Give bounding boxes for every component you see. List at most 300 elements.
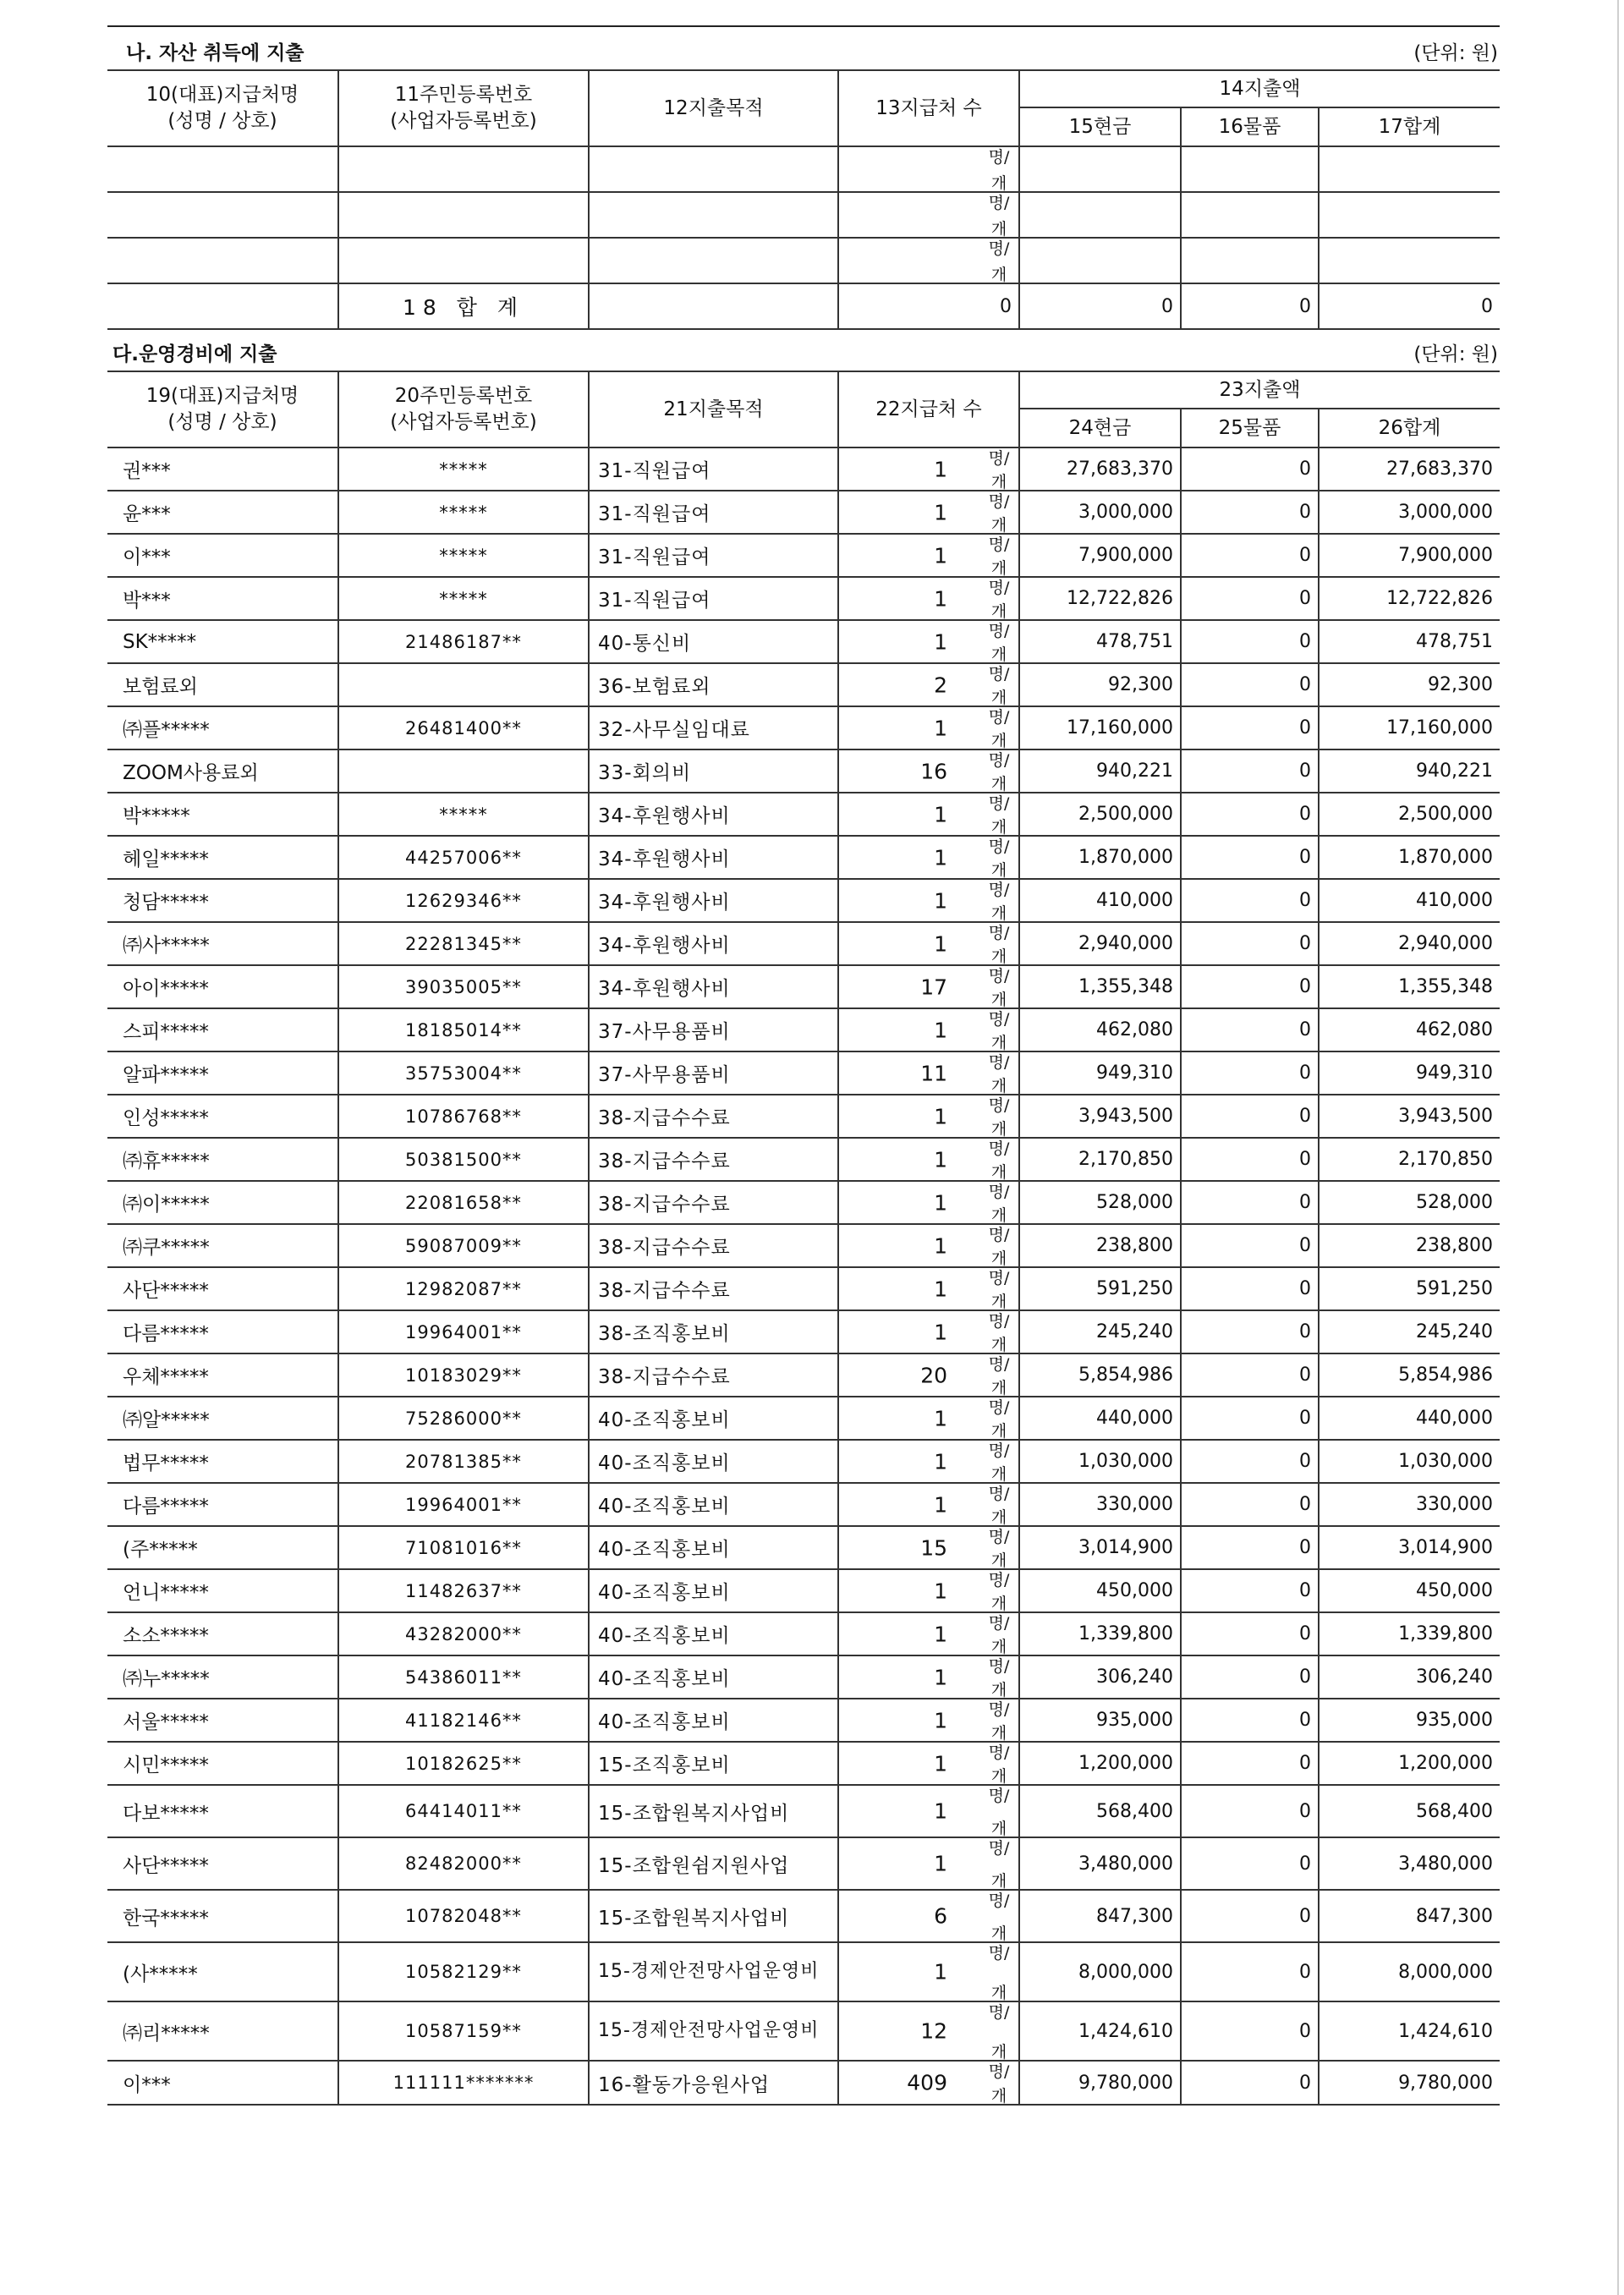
table-row <box>107 1742 1500 1785</box>
payee-count-cell <box>838 663 1019 706</box>
sum-amount: 238,800 <box>1319 1224 1500 1267</box>
unit-label: 명/ <box>988 924 1010 942</box>
payee-count-cell <box>838 922 1019 965</box>
sum-amount: 9,780,000 <box>1319 2061 1500 2105</box>
sum-amount: 2,170,850 <box>1319 1138 1500 1181</box>
registration-number: 10782048** <box>338 1890 589 1942</box>
sum-amount: 478,751 <box>1319 620 1500 663</box>
unit-label: 명/ <box>988 1787 1010 1805</box>
expense-purpose: 15-조직홍보비 <box>589 1742 838 1785</box>
unit-label: 명/ <box>988 2062 1010 2081</box>
table-row <box>107 447 1500 491</box>
payee-count-cell <box>838 1483 1019 1526</box>
registration-number: 22081658** <box>338 1181 589 1224</box>
section-asset-unit: (단위: 원) <box>1413 42 1498 64</box>
goods-amount: 0 <box>1181 620 1319 663</box>
payee-count: 1 <box>934 1492 947 1517</box>
cash-amount: 462,080 <box>1019 1008 1181 1051</box>
unit-label: 개 <box>990 861 1007 879</box>
payee-name: 우체***** <box>107 1353 338 1397</box>
unit-label: 명/ <box>988 794 1010 813</box>
payee-count: 1 <box>934 629 947 654</box>
payee-count: 1 <box>934 1277 947 1301</box>
payee-count-cell <box>838 749 1019 793</box>
payee-name: 알파***** <box>107 1051 338 1095</box>
unit-label: 개 <box>990 1465 1007 1483</box>
sum-amount: 3,943,500 <box>1319 1095 1500 1138</box>
payee-name: 소소***** <box>107 1612 338 1655</box>
registration-number: 11482637** <box>338 1569 589 1612</box>
expense-purpose: 38-조직홍보비 <box>589 1310 838 1353</box>
sum-amount: 1,870,000 <box>1319 836 1500 879</box>
goods-amount: 0 <box>1181 1655 1319 1699</box>
expense-report-page <box>107 25 1500 2106</box>
table-row <box>107 620 1500 663</box>
payee-count: 1 <box>934 1959 947 1985</box>
unit-label: 개 <box>990 1249 1007 1267</box>
header-sum: 17합계 <box>1319 107 1500 146</box>
unit-label: 개 <box>990 1422 1007 1440</box>
section-asset-header <box>107 25 1500 69</box>
payee-count: 1 <box>934 543 947 568</box>
table-row <box>107 922 1500 965</box>
registration-number: 12982087** <box>338 1267 589 1310</box>
payee-count: 1 <box>934 1406 947 1430</box>
table-row <box>107 706 1500 749</box>
unit-label: 명/ <box>988 1355 1010 1374</box>
unit-label: 명/ <box>988 1183 1010 1201</box>
unit-label: 명/ <box>988 1096 1010 1115</box>
payee-count-cell <box>838 1699 1019 1742</box>
sum-amount: 1,355,348 <box>1319 965 1500 1008</box>
table-row <box>107 1942 1500 2001</box>
registration-number: 10786768** <box>338 1095 589 1138</box>
unit-label: 명/ <box>988 751 1010 770</box>
unit-label: 명/ <box>988 708 1010 727</box>
operating-expense-table <box>107 371 1500 2106</box>
cash-amount: 27,683,370 <box>1019 447 1181 491</box>
table-row <box>107 577 1500 620</box>
unit-label: 개 <box>990 2043 1007 2061</box>
registration-number: 44257006** <box>338 836 589 879</box>
payee-count-cell <box>838 836 1019 879</box>
sum-amount: 462,080 <box>1319 1008 1500 1051</box>
goods-amount: 0 <box>1181 1224 1319 1267</box>
table-row <box>107 146 1500 192</box>
payee-name: 시민***** <box>107 1742 338 1785</box>
goods-amount: 0 <box>1181 922 1319 965</box>
payee-name: 이*** <box>107 534 338 577</box>
sum-amount: 3,480,000 <box>1319 1837 1500 1890</box>
goods-amount: 0 <box>1181 1095 1319 1138</box>
cash-amount: 568,400 <box>1019 1785 1181 1837</box>
payee-count-cell <box>838 1837 1019 1890</box>
table-row <box>107 1483 1500 1526</box>
header-purpose: 12지출목적 <box>589 70 838 146</box>
payee-count: 1 <box>934 1320 947 1344</box>
header-payee: 19(대표)지급처명 (성명 / 상호) <box>107 371 338 447</box>
table-row <box>107 1837 1500 1890</box>
payee-count: 1 <box>934 586 947 611</box>
goods-amount: 0 <box>1181 1890 1319 1942</box>
goods-amount: 0 <box>1181 2061 1319 2105</box>
cash-amount: 330,000 <box>1019 1483 1181 1526</box>
payee-count: 17 <box>920 975 947 999</box>
expense-purpose: 40-조직홍보비 <box>589 1397 838 1440</box>
unit-label: 명/ <box>988 148 1010 167</box>
sum-amount: 1,030,000 <box>1319 1440 1500 1483</box>
payee-count: 16 <box>920 759 947 783</box>
goods-amount: 0 <box>1181 1181 1319 1224</box>
unit-label: 명/ <box>988 1891 1010 1910</box>
table-row <box>107 1612 1500 1655</box>
payee-count: 409 <box>907 2070 947 2095</box>
goods-amount: 0 <box>1181 1310 1319 1353</box>
unit-label: 개 <box>990 1206 1007 1224</box>
cash-amount: 2,940,000 <box>1019 922 1181 965</box>
payee-name: 헤일***** <box>107 836 338 879</box>
registration-number: 71081016** <box>338 1526 589 1569</box>
payee-count: 1 <box>934 1708 947 1732</box>
goods-amount: 0 <box>1181 663 1319 706</box>
cash-amount: 1,200,000 <box>1019 1742 1181 1785</box>
registration-number: 21486187** <box>338 620 589 663</box>
payee-name: ㈜플***** <box>107 706 338 749</box>
payee-name: 사단***** <box>107 1837 338 1890</box>
table-row <box>107 1699 1500 1742</box>
cash-amount: 3,480,000 <box>1019 1837 1181 1890</box>
unit-label: 명/ <box>988 1657 1010 1676</box>
payee-count-cell <box>838 1742 1019 1785</box>
payee-count: 1 <box>934 845 947 870</box>
header-regno: 20주민등록번호 (사업자등록번호) <box>338 371 589 447</box>
expense-purpose: 38-지급수수료 <box>589 1267 838 1310</box>
payee-name: ㈜사***** <box>107 922 338 965</box>
expense-purpose: 16-활동가응원사업 <box>589 2061 838 2105</box>
sum-amount: 949,310 <box>1319 1051 1500 1095</box>
unit-label: 개 <box>990 1767 1007 1785</box>
sum-amount: 3,000,000 <box>1319 491 1500 534</box>
payee-name: 언니***** <box>107 1569 338 1612</box>
sum-amount: 1,200,000 <box>1319 1742 1500 1785</box>
unit-label: 개 <box>990 689 1007 706</box>
table-row <box>107 836 1500 879</box>
payee-count: 6 <box>934 1903 947 1929</box>
unit-label: 명/ <box>988 194 1010 212</box>
payee-count: 1 <box>934 802 947 826</box>
payee-count-cell <box>838 1051 1019 1095</box>
expense-purpose: 38-지급수수료 <box>589 1095 838 1138</box>
cash-amount: 7,900,000 <box>1019 534 1181 577</box>
cash-amount: 1,870,000 <box>1019 836 1181 879</box>
payee-name: ZOOM사용료외 <box>107 749 338 793</box>
payee-count: 1 <box>934 1751 947 1776</box>
payee-name: 다보***** <box>107 1785 338 1837</box>
payee-name: ㈜누***** <box>107 1655 338 1699</box>
unit-label: 개 <box>990 1508 1007 1526</box>
payee-count-cell <box>838 491 1019 534</box>
header-goods: 25물품 <box>1181 409 1319 447</box>
registration-number: 64414011** <box>338 1785 589 1837</box>
payee-name: 스피***** <box>107 1008 338 1051</box>
expense-purpose: 31-직원급여 <box>589 577 838 620</box>
cash-amount: 9,780,000 <box>1019 2061 1181 2105</box>
expense-purpose: 36-보험료외 <box>589 663 838 706</box>
page-edge-shadow <box>1617 0 1619 2295</box>
unit-label: 개 <box>990 602 1007 620</box>
asset-expense-table <box>107 69 1500 330</box>
goods-amount: 0 <box>1181 534 1319 577</box>
payee-name: ㈜알***** <box>107 1397 338 1440</box>
sum-amount: 450,000 <box>1319 1569 1500 1612</box>
payee-count-cell <box>838 1008 1019 1051</box>
goods-amount: 0 <box>1181 1008 1319 1051</box>
registration-number: ***** <box>338 491 589 534</box>
unit-label: 개 <box>990 1638 1007 1655</box>
payee-count-cell <box>838 2001 1019 2061</box>
payee-name: 다름***** <box>107 1483 338 1526</box>
unit-label: 명/ <box>988 967 1010 986</box>
payee-name: 사단***** <box>107 1267 338 1310</box>
payee-count: 15 <box>920 1535 947 1560</box>
unit-label: 개 <box>990 1820 1007 1837</box>
payee-count: 1 <box>934 1233 947 1258</box>
payee-name: (주***** <box>107 1526 338 1569</box>
payee-name: 서울***** <box>107 1699 338 1742</box>
table-row <box>107 1890 1500 1942</box>
expense-purpose: 34-후원행사비 <box>589 965 838 1008</box>
unit-label: 개 <box>990 991 1007 1008</box>
total-goods: 0 <box>1181 283 1319 329</box>
unit-label: 개 <box>990 1681 1007 1699</box>
expense-purpose: 40-조직홍보비 <box>589 1655 838 1699</box>
cash-amount: 17,160,000 <box>1019 706 1181 749</box>
payee-count-cell <box>838 2061 1019 2105</box>
expense-purpose: 31-직원급여 <box>589 447 838 491</box>
goods-amount: 0 <box>1181 965 1319 1008</box>
payee-name: ㈜휴***** <box>107 1138 338 1181</box>
unit-label: 명/ <box>988 1441 1010 1460</box>
expense-purpose: 40-조직홍보비 <box>589 1612 838 1655</box>
registration-number: 20781385** <box>338 1440 589 1483</box>
payee-count-cell <box>838 577 1019 620</box>
unit-label: 명/ <box>988 1944 1010 1963</box>
payee-count-cell <box>838 1397 1019 1440</box>
registration-number: 10582129** <box>338 1942 589 2001</box>
cash-amount: 528,000 <box>1019 1181 1181 1224</box>
payee-count: 1 <box>934 1622 947 1646</box>
table-row <box>107 1138 1500 1181</box>
goods-amount: 0 <box>1181 793 1319 836</box>
sum-amount: 410,000 <box>1319 879 1500 922</box>
sum-amount: 17,160,000 <box>1319 706 1500 749</box>
payee-name: 박*** <box>107 577 338 620</box>
expense-purpose: 40-조직홍보비 <box>589 1483 838 1526</box>
payee-name: 다름***** <box>107 1310 338 1353</box>
goods-amount: 0 <box>1181 577 1319 620</box>
payee-count: 1 <box>934 1449 947 1474</box>
cash-amount: 1,355,348 <box>1019 965 1181 1008</box>
sum-amount: 528,000 <box>1319 1181 1500 1224</box>
unit-label: 개 <box>990 1077 1007 1095</box>
expense-purpose: 38-지급수수료 <box>589 1353 838 1397</box>
header-amount: 14지출액 <box>1019 70 1500 107</box>
unit-label: 개 <box>990 1336 1007 1353</box>
unit-label: 명/ <box>988 881 1010 899</box>
unit-label: 개 <box>990 2087 1007 2105</box>
table-row <box>107 965 1500 1008</box>
cash-amount: 1,030,000 <box>1019 1440 1181 1483</box>
payee-count-cell <box>838 1569 1019 1612</box>
unit-label: 명/ <box>988 2003 1010 2022</box>
unit-label: 개 <box>990 818 1007 836</box>
registration-number: 19964001** <box>338 1483 589 1526</box>
payee-count-cell <box>838 1440 1019 1483</box>
payee-count-cell <box>838 447 1019 491</box>
payee-count: 1 <box>934 1851 947 1876</box>
cash-amount: 450,000 <box>1019 1569 1181 1612</box>
payee-count-cell <box>838 965 1019 1008</box>
registration-number: 75286000** <box>338 1397 589 1440</box>
payee-count-cell <box>838 1224 1019 1267</box>
table-row <box>107 793 1500 836</box>
payee-count-cell <box>838 1526 1019 1569</box>
payee-name: SK***** <box>107 620 338 663</box>
header-cash: 24현금 <box>1019 409 1181 447</box>
table-row <box>107 1224 1500 1267</box>
payee-name: 박***** <box>107 793 338 836</box>
goods-amount: 0 <box>1181 1742 1319 1785</box>
table-row <box>107 2001 1500 2061</box>
table-row <box>107 1267 1500 1310</box>
payee-count-cell <box>838 1655 1019 1699</box>
total-cash: 0 <box>1019 283 1181 329</box>
table-row <box>107 1655 1500 1699</box>
unit-label: 개 <box>990 1379 1007 1397</box>
registration-number: ***** <box>338 534 589 577</box>
sum-amount: 330,000 <box>1319 1483 1500 1526</box>
unit-label: 명/ <box>988 239 1010 258</box>
cash-amount: 92,300 <box>1019 663 1181 706</box>
table-row <box>107 1569 1500 1612</box>
unit-label: 명/ <box>988 1528 1010 1546</box>
sum-amount: 940,221 <box>1319 749 1500 793</box>
cash-amount: 8,000,000 <box>1019 1942 1181 2001</box>
unit-label: 명/ <box>988 1226 1010 1244</box>
goods-amount: 0 <box>1181 1837 1319 1890</box>
unit-label: 명/ <box>988 837 1010 856</box>
sum-amount: 12,722,826 <box>1319 577 1500 620</box>
goods-amount: 0 <box>1181 447 1319 491</box>
payee-count: 1 <box>934 457 947 481</box>
unit-label: 명/ <box>988 1398 1010 1417</box>
cash-amount: 591,250 <box>1019 1267 1181 1310</box>
sum-amount: 245,240 <box>1319 1310 1500 1353</box>
cash-amount: 940,221 <box>1019 749 1181 793</box>
header-regno: 11주민등록번호 (사업자등록번호) <box>338 70 589 146</box>
expense-purpose: 34-후원행사비 <box>589 922 838 965</box>
unit-label: 명/ <box>988 1010 1010 1029</box>
unit-label: 개 <box>990 1034 1007 1051</box>
table-row <box>107 1181 1500 1224</box>
expense-purpose: 37-사무용품비 <box>589 1008 838 1051</box>
total-row <box>107 283 1500 329</box>
payee-count: 20 <box>920 1363 947 1387</box>
cash-amount: 1,424,610 <box>1019 2001 1181 2061</box>
payee-count: 1 <box>934 888 947 913</box>
sum-amount: 568,400 <box>1319 1785 1500 1837</box>
expense-purpose: 15-경제안전망사업운영비 <box>589 1942 838 2001</box>
unit-label: 명/ <box>988 665 1010 684</box>
goods-amount: 0 <box>1181 1138 1319 1181</box>
goods-amount: 0 <box>1181 1526 1319 1569</box>
table-row <box>107 1310 1500 1353</box>
total-count: 0 <box>838 283 1019 329</box>
expense-purpose: 37-사무용품비 <box>589 1051 838 1095</box>
table-row <box>107 1008 1500 1051</box>
payee-name: ㈜이***** <box>107 1181 338 1224</box>
unit-label: 개 <box>990 1551 1007 1569</box>
sum-amount: 306,240 <box>1319 1655 1500 1699</box>
expense-purpose: 34-후원행사비 <box>589 879 838 922</box>
table-row <box>107 534 1500 577</box>
unit-label: 개 <box>990 1163 1007 1181</box>
goods-amount: 0 <box>1181 1785 1319 1837</box>
goods-amount: 0 <box>1181 1569 1319 1612</box>
section-operating-title: 다.운영경비에 지출 <box>112 343 277 365</box>
registration-number: 10182625** <box>338 1742 589 1785</box>
payee-count: 2 <box>934 673 947 697</box>
sum-amount: 440,000 <box>1319 1397 1500 1440</box>
unit-label: 개 <box>990 516 1007 534</box>
registration-number: 26481400** <box>338 706 589 749</box>
unit-label: 명/ <box>988 1571 1010 1589</box>
header-amount: 23지출액 <box>1019 371 1500 409</box>
section-operating-unit: (단위: 원) <box>1413 343 1498 365</box>
sum-amount: 3,014,900 <box>1319 1526 1500 1569</box>
expense-purpose: 15-조합원복지사업비 <box>589 1890 838 1942</box>
expense-purpose: 15-조합원복지사업비 <box>589 1785 838 1837</box>
unit-label: 개 <box>990 1120 1007 1138</box>
sum-amount: 8,000,000 <box>1319 1942 1500 2001</box>
registration-number: 35753004** <box>338 1051 589 1095</box>
unit-label: 개 <box>990 1724 1007 1742</box>
table-row <box>107 1051 1500 1095</box>
payee-count-cell <box>838 706 1019 749</box>
registration-number: 22281345** <box>338 922 589 965</box>
registration-number: ***** <box>338 793 589 836</box>
cash-amount: 306,240 <box>1019 1655 1181 1699</box>
payee-count-cell <box>838 1785 1019 1837</box>
unit-label: 명/ <box>988 449 1010 468</box>
payee-name: 청담***** <box>107 879 338 922</box>
unit-label: 개 <box>990 904 1007 922</box>
cash-amount: 410,000 <box>1019 879 1181 922</box>
sum-amount: 1,339,800 <box>1319 1612 1500 1655</box>
payee-count: 1 <box>934 1147 947 1172</box>
unit-label: 개 <box>990 1872 1007 1890</box>
expense-purpose: 15-경제안전망사업운영비 <box>589 2001 838 2061</box>
payee-count: 1 <box>934 931 947 956</box>
goods-amount: 0 <box>1181 1353 1319 1397</box>
unit-label: 명/ <box>988 1485 1010 1503</box>
header-purpose: 21지출목적 <box>589 371 838 447</box>
unit-label: 명/ <box>988 535 1010 554</box>
header-cash: 15현금 <box>1019 107 1181 146</box>
expense-purpose: 40-조직홍보비 <box>589 1526 838 1569</box>
registration-number: 43282000** <box>338 1612 589 1655</box>
expense-purpose: 32-사무실임대료 <box>589 706 838 749</box>
